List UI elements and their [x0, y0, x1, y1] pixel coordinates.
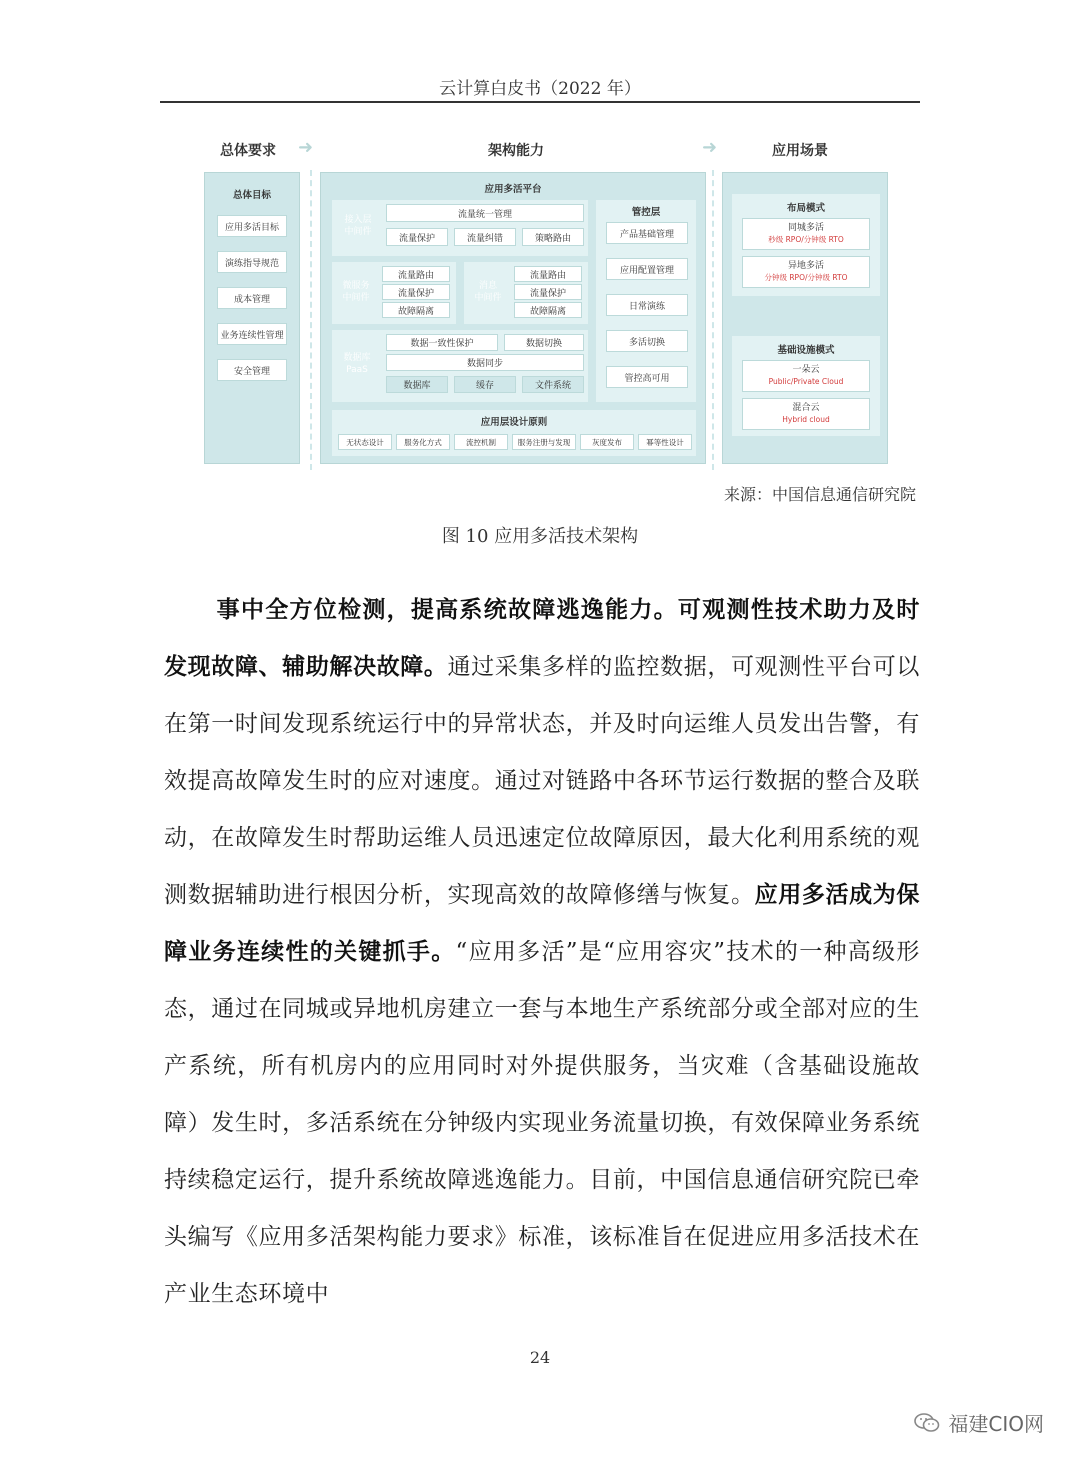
control-item: 应用配置管理: [606, 258, 688, 280]
arrow-icon: ➜: [702, 137, 718, 158]
data-item: 数据切换: [504, 334, 584, 351]
requirement-item: 业务连续性管理: [217, 323, 287, 345]
page-number: 24: [529, 1348, 551, 1367]
control-item: 管控高可用: [606, 366, 688, 388]
principles-layer: [331, 409, 697, 457]
col-title-architecture: 架构能力: [488, 143, 544, 159]
access-top: 流量统一管理: [386, 204, 584, 222]
platform-title: 应用多活平台: [484, 184, 542, 195]
hybrid-desc: Hybrid cloud: [782, 415, 830, 424]
control-layer: [595, 199, 697, 403]
arrow-icon: ➜: [298, 137, 314, 158]
access-item: 策略路由: [522, 228, 584, 246]
access-item: 流量保护: [386, 228, 448, 246]
message-item: 流量路由: [514, 266, 582, 282]
principles-title: 应用层设计原则: [480, 417, 548, 428]
principle-item: 服务化方式: [396, 434, 450, 450]
requirements-title: 总体目标: [232, 190, 271, 201]
message-item: 故障隔离: [514, 302, 582, 318]
remote-title: 异地多活: [787, 261, 824, 271]
one-cloud-box: [742, 360, 870, 392]
same-city-level: 秒级: [768, 235, 784, 244]
col-title-requirements: 总体要求: [220, 143, 276, 159]
data-item: 缓存: [454, 376, 516, 393]
control-item: 产品基础管理: [606, 222, 688, 244]
control-item: 多活切换: [606, 330, 688, 352]
scenarios-panel: [722, 172, 888, 464]
one-cloud-title: 一朵云: [792, 365, 820, 375]
divider: [310, 170, 312, 470]
access-label: 接入层 中间件: [344, 215, 372, 237]
body-text-1: 通过采集多样的监控数据，可观测性平台可以在第一时间发现系统运行中的异常状态，并及时向运维人员发出告警，有效提高故障发生时的应对速度。通过对链路中各环节运行数据的整合及联动，在故障发生时帮助运维人员迅速定位故障原因，最大化利用系统的观测数据辅助进行根因分析，实现高效的故障修缮与恢复。: [164, 654, 921, 908]
requirement-item: 成本管理: [217, 287, 287, 309]
layout-mode: [731, 193, 881, 297]
data-item: 数据库: [386, 376, 448, 393]
figure-caption: 图 10 应用多活技术架构: [441, 526, 639, 547]
remote-box: [742, 256, 870, 288]
microservice-item: 流量保护: [382, 284, 450, 300]
data-item: 文件系统: [522, 376, 584, 393]
infra-mode: [731, 335, 881, 437]
message-label: 消息 中间件: [474, 281, 502, 303]
footer-brand: [914, 1408, 1044, 1437]
microservice-item: 故障隔离: [382, 302, 450, 318]
same-city-title: 同城多活: [787, 223, 824, 233]
infra-title: 基础设施模式: [777, 345, 835, 356]
figure-source: 来源：中国信息通信研究院: [723, 485, 916, 504]
hybrid-title: 混合云: [792, 403, 820, 413]
requirement-item: 应用多活目标: [217, 215, 287, 237]
data-label: 数据库 PaaS: [343, 353, 371, 375]
hybrid-box: [742, 398, 870, 430]
message-item: 流量保护: [514, 284, 582, 300]
remote-level: 分钟级: [764, 273, 787, 282]
principle-item: 幂等性设计: [638, 434, 692, 450]
microservice-layer: [331, 261, 457, 325]
message-layer: [463, 261, 589, 325]
access-layer: [331, 199, 589, 257]
requirement-item: 演练指导规范: [217, 251, 287, 273]
one-cloud-desc: Public/Private Cloud: [768, 377, 844, 386]
principle-item: 流控机制: [454, 434, 508, 450]
data-sync: 数据同步: [386, 354, 584, 371]
data-item: 数据一致性保护: [386, 334, 498, 351]
body-paragraph: [164, 582, 920, 1323]
same-city-desc: RPO/分钟级 RTO: [785, 235, 844, 244]
wechat-icon: [914, 1413, 940, 1433]
microservice-item: 流量路由: [382, 266, 450, 282]
divider: [712, 170, 714, 470]
control-title: 管控层: [631, 207, 661, 218]
principle-item: 灰度发布: [580, 434, 634, 450]
data-layer: [331, 329, 589, 403]
bold-heading-2: 应用多活成为保障业务连续性的关键抓手。: [164, 882, 921, 965]
col-title-scenarios: 应用场景: [772, 143, 828, 159]
brand-name: 福建CIO网: [948, 1412, 1044, 1436]
control-item: 日常演练: [606, 294, 688, 316]
requirements-panel: [204, 172, 300, 464]
architecture-figure: [200, 130, 890, 470]
principle-item: 服务注册与发现: [512, 434, 576, 450]
bold-heading-1: 事中全方位检测，提高系统故障逃逸能力。可观测性技术助力及时发现故障、辅助解决故障。: [164, 597, 920, 680]
remote-desc: RPO/分钟级 RTO: [789, 273, 848, 282]
platform-panel: [320, 172, 706, 464]
page-header: 云计算白皮书（2022 年）: [439, 79, 641, 99]
requirement-item: 安全管理: [217, 359, 287, 381]
same-city-box: [742, 218, 870, 250]
layout-title: 布局模式: [786, 203, 825, 214]
header-rule: [160, 101, 920, 103]
principle-item: 无状态设计: [338, 434, 392, 450]
body-text-2: “应用多活”是“应用容灾”技术的一种高级形态，通过在同城或异地机房建立一套与本地生产系统部分或全部对应的生产系统，所有机房内的应用同时对外提供服务，当灾难（含基础设施故障）发生时，多活系统在分钟级内实现业务流量切换，有效保障业务系统持续稳定运行，提升系统故障逃逸能力。目前，中国信息通信研究院已牵头编写《应用多活架构能力要求》标准，该标准旨在促进应用多活技术在产业生态环境中: [164, 939, 920, 1307]
access-item: 流量纠错: [454, 228, 516, 246]
microservice-label: 微服务 中间件: [342, 281, 370, 303]
